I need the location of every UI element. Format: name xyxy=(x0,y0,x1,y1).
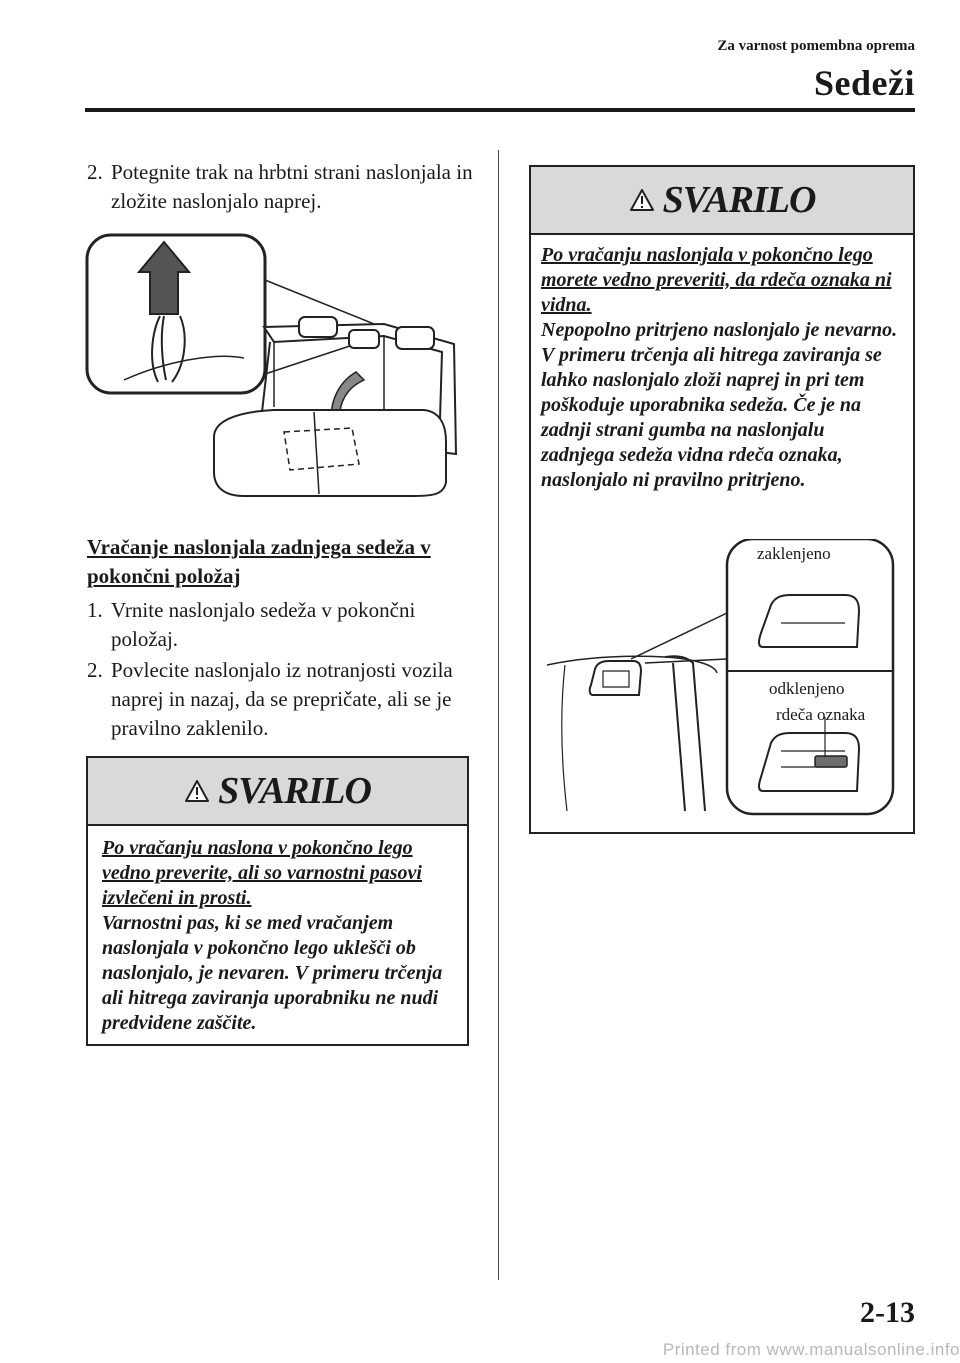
label-locked: zaklenjeno xyxy=(757,544,831,563)
label-red-mark: rdeča oznaka xyxy=(776,705,866,724)
warning-triangle-icon xyxy=(184,779,210,803)
warning-triangle-icon xyxy=(629,188,655,212)
warning-title: SVARILO xyxy=(218,770,371,812)
warning-title: SVARILO xyxy=(662,179,816,221)
warning-emphasis: Po vračanju naslona v pokončno lego vedno preverite, ali so varnostni pasovi izvlečeni in prosti. xyxy=(102,837,422,909)
column-divider xyxy=(498,150,499,1280)
red-mark-indicator xyxy=(815,756,847,767)
label-unlocked: odklenjeno xyxy=(769,679,845,698)
lock-indicator-illustration xyxy=(545,539,895,817)
warning-header xyxy=(88,758,467,826)
footer-watermark: Printed from www.manualsonline.info xyxy=(662,1340,960,1359)
step-number: 1. xyxy=(87,598,103,622)
seat-fold-illustration xyxy=(84,232,474,500)
warning-text: Nepopolno pritrjeno naslonjalo je nevarno. V primeru trčenja ali hitrega zaviranja se lahko naslonjalo zloži naprej in pri tem poškoduje uporabnika sedeža. Če je na zadnji strani gumba na naslonjalu zadnjega sedeža vidna rdeča oznaka, naslonjalo ni pravilno pritrjeno. xyxy=(541,319,898,491)
warning-text: Varnostni pas, ki se med vračanjem naslonjala v pokončno lego uklešči ob naslonjalo, je nevaren. V primeru trčenja ali hitrega zaviranja uporabniku ne nudi predvidene zaščite. xyxy=(102,912,443,1034)
step-text: Povlecite naslonjalo iz notranjosti vozila naprej in nazaj, da se prepričate, ali se je pravilno zaklenilo. xyxy=(111,658,453,740)
step-return-2 xyxy=(87,656,487,743)
warning-header xyxy=(531,167,913,235)
locked-button xyxy=(759,595,859,647)
step-fold xyxy=(87,158,487,216)
warning-content xyxy=(531,235,913,493)
page-number: 2-13 xyxy=(860,1296,915,1329)
header-rule xyxy=(85,108,915,112)
warning-box-seatbelt xyxy=(86,756,469,1046)
chapter-title: Sedeži xyxy=(814,63,915,103)
step-return-1 xyxy=(87,596,487,654)
warning-content xyxy=(88,826,467,1036)
step-text: Vrnite naslonjalo sedeža v pokončni položaj. xyxy=(111,598,416,651)
step-number: 2. xyxy=(87,658,103,682)
step-number: 2. xyxy=(87,160,103,184)
warning-box-red-mark xyxy=(529,165,915,834)
step-text: Potegnite trak na hrbtni strani naslonjala in zložite naslonjalo naprej. xyxy=(111,160,473,213)
section-title: Za varnost pomembna oprema xyxy=(717,38,915,54)
section-subheading: Vračanje naslonjala zadnjega sedeža v pokončni položaj xyxy=(87,535,431,588)
warning-emphasis: Po vračanju naslonjala v pokončno lego morete vedno preveriti, da rdeča oznaka ni vidna. xyxy=(541,244,892,316)
